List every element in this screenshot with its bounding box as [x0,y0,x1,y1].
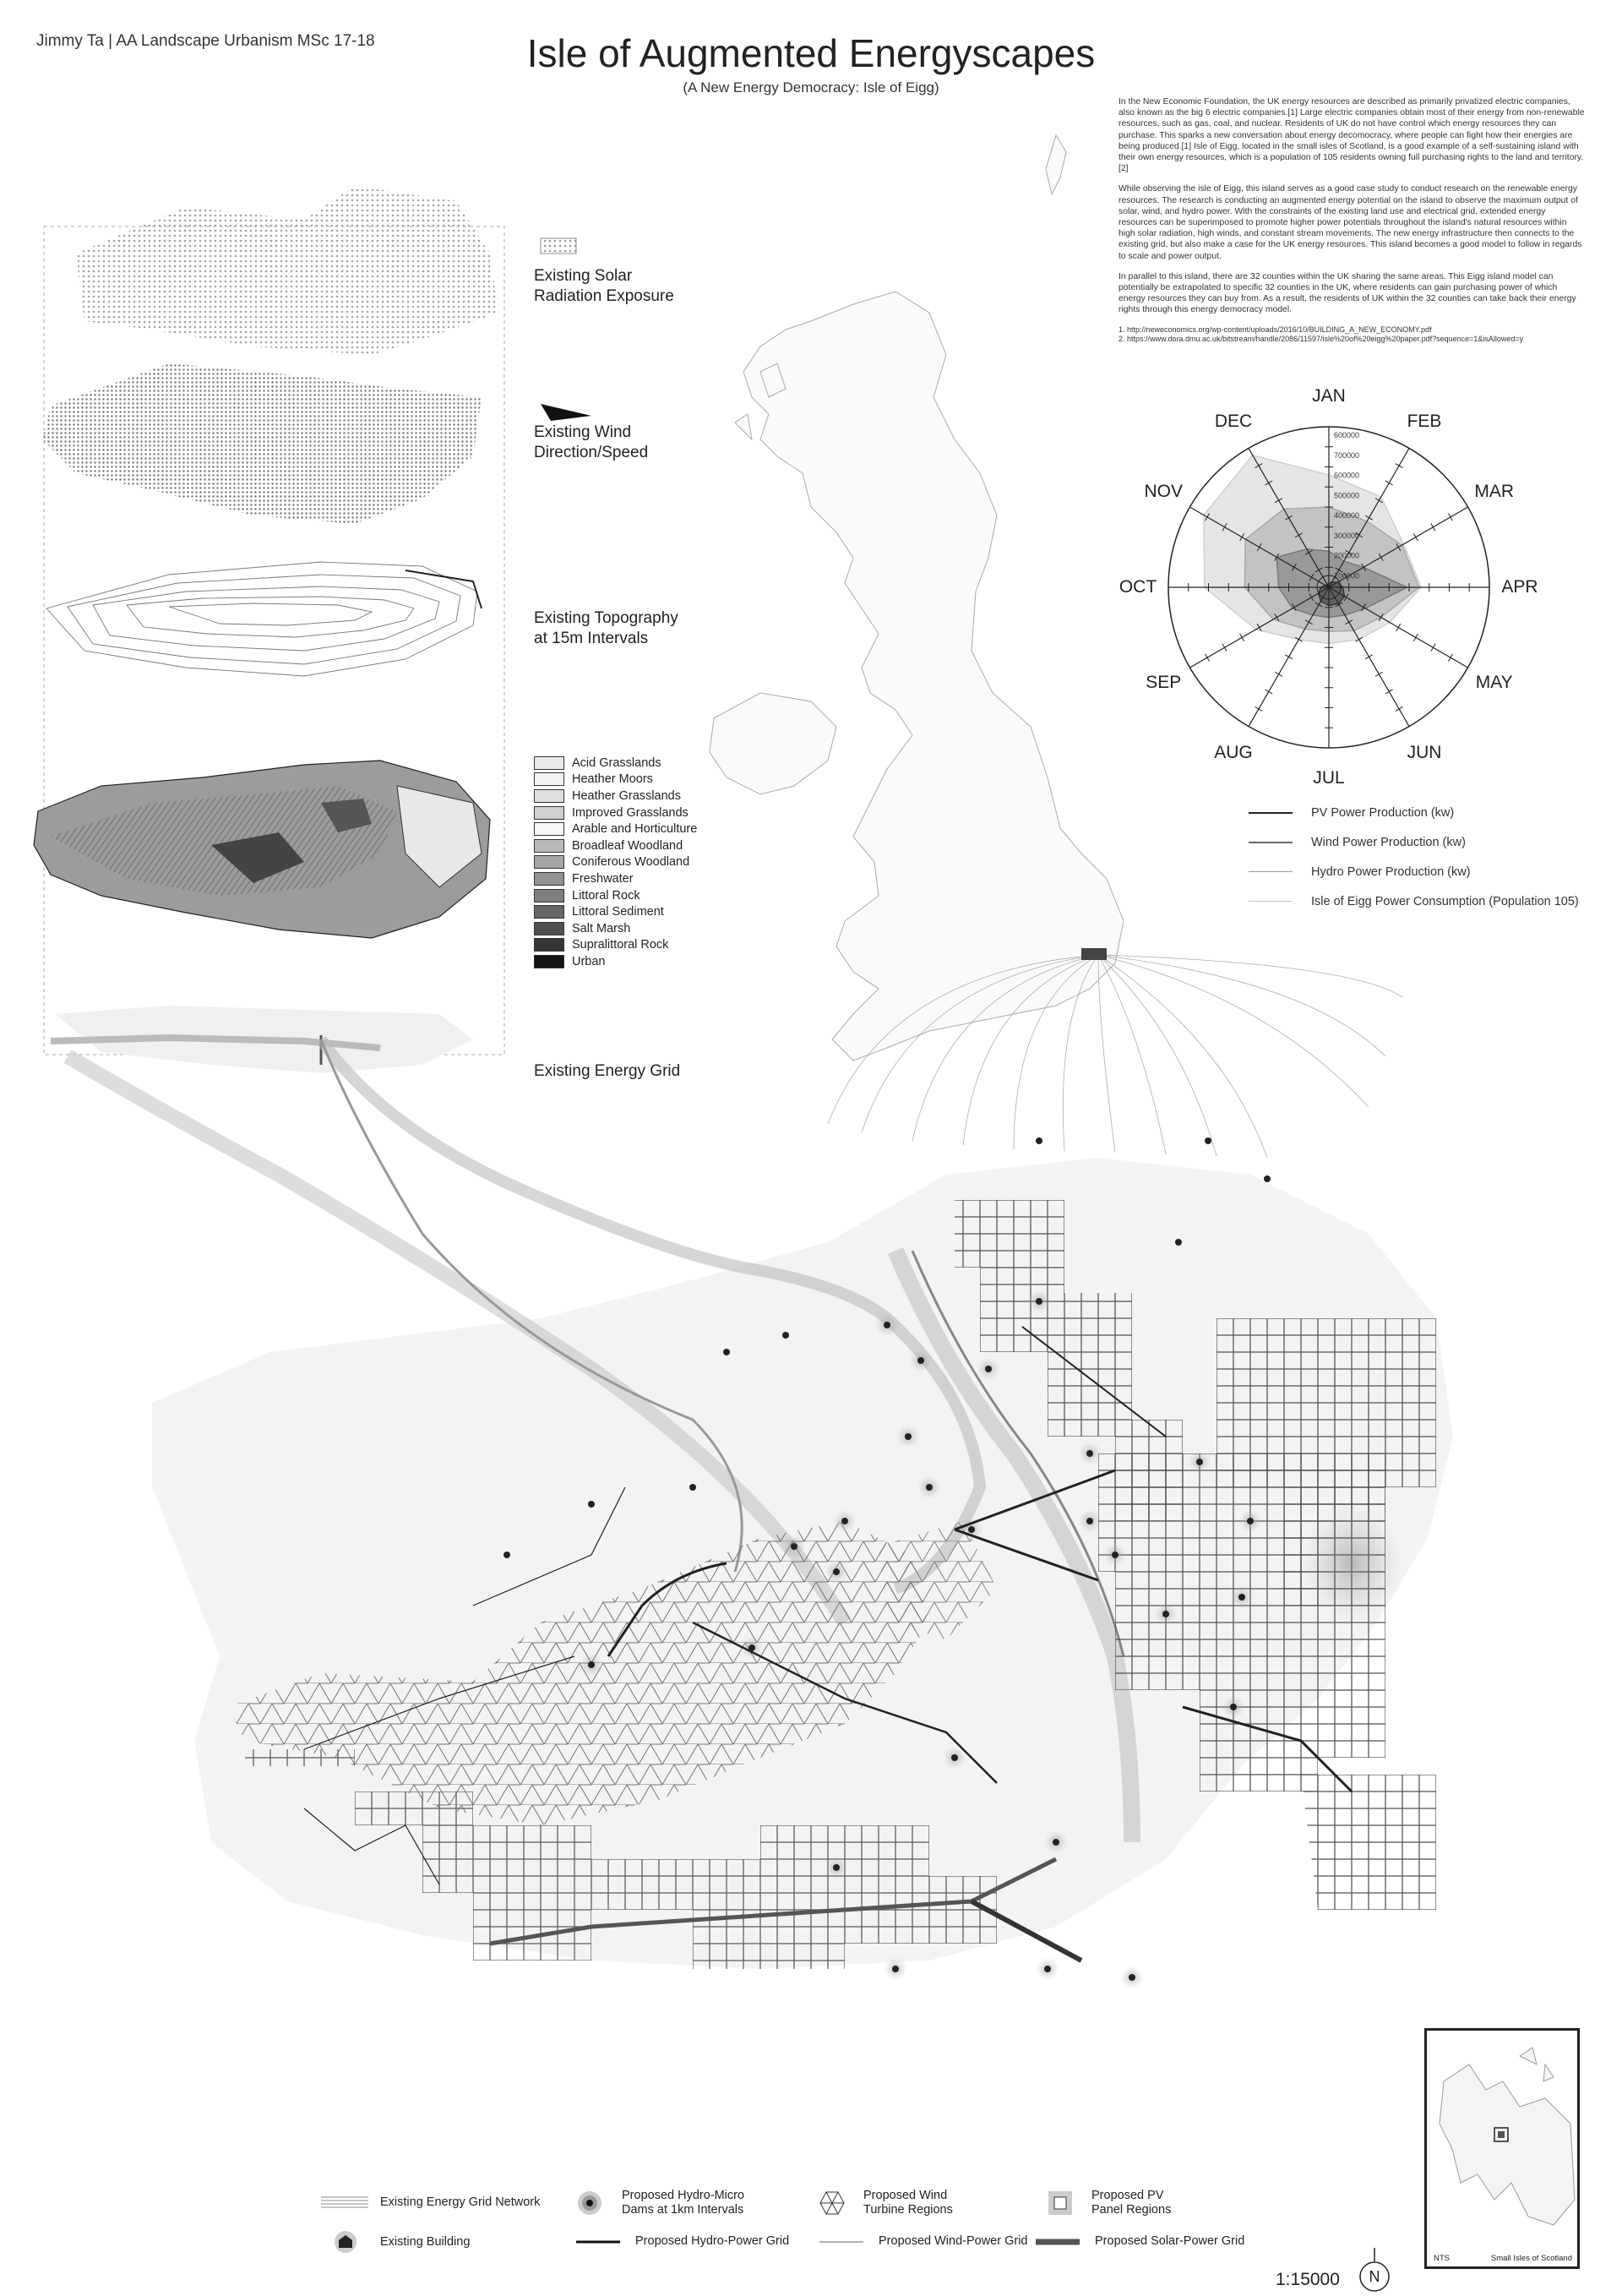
land-use-legend [534,755,697,970]
landuse-label: Freshwater [572,871,634,886]
landuse-swatch [534,938,564,952]
radar-axis-tick-label: 700000 [1334,450,1360,460]
legend-solar-grid [1036,2234,1244,2249]
landuse-swatch [534,772,564,786]
landuse-label: Heather Grasslands [572,788,681,803]
topography-layer-map [46,562,482,676]
landuse-legend-item [534,755,697,772]
solar-grid-label: Proposed Solar-Power Grid [1095,2234,1245,2248]
hydro-dam-icon [576,2190,603,2217]
radar-month-label: MAR [1474,482,1515,501]
legend-building [333,2231,470,2253]
building-icon [333,2231,358,2253]
inset-map [1424,2028,1580,2269]
layer-label-wind: Existing Wind Direction/Speed [534,423,649,461]
pv-panel-icon [1048,2190,1073,2216]
solar-layer-map [76,186,498,355]
radar-legend-label: PV Power Production (kw) [1311,805,1455,820]
radar-month-label: FEB [1407,412,1442,432]
page-title: Isle of Augmented Energyscapes [526,31,1096,75]
landuse-swatch [534,905,564,919]
radar-legend-label: Isle of Eigg Power Consumption (Population 105) [1311,894,1579,908]
grid-layer-map [51,1006,473,1073]
radar-month-label: DEC [1214,412,1253,432]
landuse-legend-item [534,953,697,970]
landuse-label: Littoral Rock [572,888,640,903]
landuse-label: Urban [572,954,606,968]
landuse-legend-item [534,887,697,904]
wind-grid-label: Proposed Wind-Power Grid [879,2234,1028,2248]
grid-network-icon [321,2194,368,2211]
landuse-legend-item [534,870,697,887]
wind-turbine-icon [819,2190,845,2216]
radar-axis-tick-label: 100000 [1334,571,1360,581]
highlighted-county [1081,948,1107,960]
radar-legend-item [1249,798,1579,827]
radar-month-label: JAN [1312,386,1346,406]
wind-layer-map [42,363,482,524]
radar-month-label: JUL [1313,768,1345,788]
landuse-legend-item [534,821,697,837]
landuse-swatch [534,889,564,903]
radar-axis-tick-label: 500000 [1334,491,1360,500]
page-subtitle: (A New Energy Democracy: Isle of Eigg) [683,79,939,95]
map-legend [321,2189,1250,2273]
legend-wind-regions [819,2189,953,2217]
landuse-label: Improved Grasslands [572,805,689,820]
radar-legend-line [1249,842,1293,843]
radar-axis-tick-label: 600000 [1334,471,1360,480]
radar-legend-label: Wind Power Production (kw) [1311,835,1466,849]
solar-icon [541,238,576,254]
inset-caption: Small Isles of Scotland [1490,2254,1572,2263]
radar-month-label: SEP [1146,673,1182,692]
uk-map [710,135,1124,1061]
radar-month-label: JUN [1407,742,1442,762]
landuse-label: Littoral Sediment [572,905,664,919]
inset-scotland-map [1427,2031,1577,2250]
landuse-label: Broadleaf Woodland [572,838,683,853]
hydro-dams-label: Proposed Hydro-Micro Dams at 1km Intervals [622,2189,745,2217]
grid-network-label: Existing Energy Grid Network [380,2195,541,2209]
radar-month-label: OCT [1119,577,1157,597]
radar-month-label: AUG [1214,742,1253,762]
radar-legend-line [1249,812,1293,814]
wind-grid-icon [819,2238,863,2246]
landuse-legend-item [534,920,697,937]
wind-regions-label: Proposed Wind Turbine Regions [863,2189,953,2217]
radar-axis-tick-label: 200000 [1334,551,1360,560]
landuse-swatch [534,806,564,820]
radar-legend-line [1249,871,1293,872]
legend-hydro-grid [576,2234,789,2249]
wind-arrow-icon [541,404,591,421]
landuse-legend-item [534,837,697,854]
radar-month-label: NOV [1144,482,1184,501]
radar-month-label: MAY [1475,673,1513,692]
radar-legend-item [1249,857,1579,886]
landuse-swatch [534,855,564,869]
landuse-label: Coniferous Woodland [572,855,690,870]
radar-month-label: APR [1501,577,1538,597]
landuse-swatch [534,822,564,836]
landuse-swatch [534,922,564,935]
landuse-swatch [534,955,564,968]
radar-legend-item [1249,886,1579,916]
landuse-label: Salt Marsh [572,921,631,935]
landuse-label: Supralittoral Rock [572,938,669,952]
landuse-legend-item [534,937,697,954]
pv-regions-label: Proposed PV Panel Regions [1091,2189,1172,2217]
radar-chart [1168,427,1489,748]
layer-label-topography: Existing Topography at 15m Intervals [534,609,678,647]
landuse-legend-item [534,804,697,821]
landuse-swatch [534,839,564,853]
landuse-swatch [534,756,564,770]
radar-axis-tick-label: 600000 [1334,431,1360,439]
paragraph-1: In the New Economic Foundation, the UK energy resources are described as primarily privatized electric companies, also known as the big 6 electric companies.[1] Large electric companies obtain most of their energy from non-renewable resources, such as gas, coal, and nuclear. Residents of UK do not have control which energy resources they can purchase. This sparks a new conversation about energy decomocracy, where people can fight how their energies are being produced.[1] Isle of Eigg, located in the small isles of Scotland, is a good example of a self-sustaining island with their own energy resources, which is a population of 105 residents owning full purchasing rights to the land and territory.[2] [1119,97,1585,174]
layer-stack-frame [44,226,504,1055]
inset-nts-label: NTS [1434,2254,1450,2263]
landuse-legend-item [534,772,697,788]
legend-pv-regions [1048,2189,1171,2217]
landuse-swatch [534,789,564,803]
paragraph-2: While observing the isle of Eigg, this island serves as a good case study to conduct research on the renewable energy resources. The research is conducting an augmented energy potential on the island to observe the maximum output of solar, wind, and hydro power. With the constraints of the existing land use and electrical grid, extended energy resources can be superimposed to promote higher power potentials throughout the island's natural resources within high solar radiation, high winds, and constant stream movements. The new energy infrastructure then connects to the existing grid, but also make a case for the UK energy resources. This island becomes a good model to follow in regards to scale and power output. [1119,184,1582,261]
landuse-legend-item [534,788,697,804]
hydro-grid-icon [576,2238,620,2246]
radar-legend-line [1249,901,1293,902]
landuse-legend-item [534,854,697,871]
layer-label-grid: Existing Energy Grid [534,1062,681,1080]
legend-hydro-dams [576,2189,744,2217]
paragraph-3: In parallel to this island, there are 32 counties within the UK sharing the same areas. This Eigg island model can potentially be extrapolated to specific 32 counties in the UK, where residents can gain purchasing power of which energy resources they can buy from. As a result, the residents of UK within the 32 counties can take back their energy rights through this energy democracy model. [1119,271,1576,315]
solar-grid-icon [1036,2237,1080,2247]
radar-axis-tick-label: 400000 [1334,511,1360,520]
landuse-swatch [534,872,564,886]
north-arrow-icon [1358,2248,1391,2293]
footnote-2: 2. https://www.dora.dmu.ac.uk/bitstream/handle/2086/11597/isle%20of%20eigg%20paper.pdf?sequence=1&isAllowed=y [1119,335,1524,344]
footnote-1: 1. http://neweconomics.org/wp-content/uploads/2016/10/BUILDING_A_NEW_ECONOMY.pdf [1119,324,1432,334]
map-scale: 1:15000 [1276,2270,1340,2289]
landuse-layer-map [34,761,490,938]
layer-label-solar: Existing Solar Radiation Exposure [534,267,674,305]
landuse-legend-item [534,903,697,920]
author-credit: Jimmy Ta | AA Landscape Urbanism MSc 17-18 [36,32,375,50]
radar-legend-label: Hydro Power Production (kw) [1311,864,1471,879]
landuse-label: Heather Moors [572,772,653,787]
landuse-label: Arable and Horticulture [572,822,698,837]
landuse-label: Acid Grasslands [572,755,661,770]
radar-legend-item [1249,827,1579,857]
legend-grid-network [321,2194,540,2211]
building-label: Existing Building [380,2234,471,2249]
north-label: N [1369,2268,1380,2285]
radar-legend [1249,798,1579,916]
radar-axis-tick-label: 300000 [1334,531,1360,540]
hydro-grid-label: Proposed Hydro-Power Grid [635,2234,790,2248]
legend-wind-grid [819,2234,1028,2249]
